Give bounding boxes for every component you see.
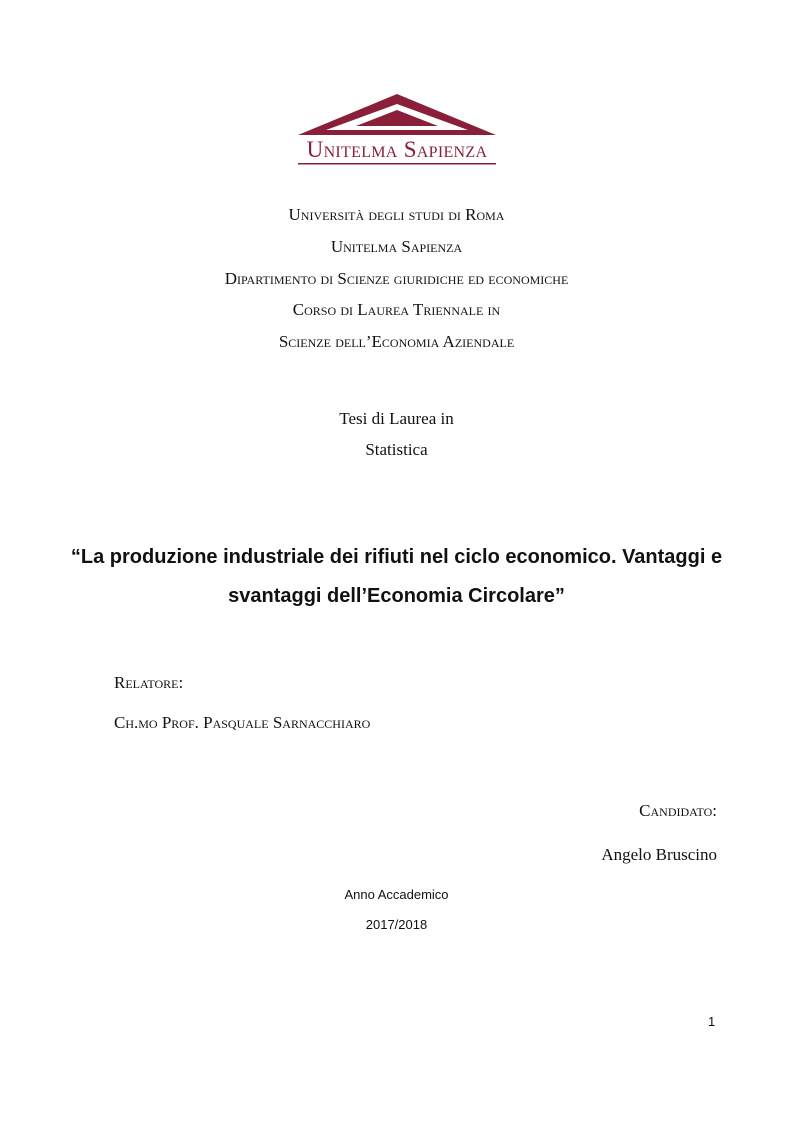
page-number: 1 <box>708 1014 716 1029</box>
institution-name: Unitelma Sapienza <box>330 237 463 256</box>
supervisor-name: Ch.mo Prof. Pasquale Sarnacchiaro <box>114 713 371 732</box>
supervisor-label: Relatore: <box>114 673 184 692</box>
thesis-subject: Statistica <box>365 440 428 459</box>
thesis-title-line-2: svantaggi dell’Economia Circolare” <box>228 585 565 607</box>
logo-underline <box>298 163 496 165</box>
thesis-title-line-1: “La produzione industriale dei rifiuti nel ciclo economico. Vantaggi e <box>70 546 723 568</box>
course-line-1: Corso di Laurea Triennale in <box>292 300 501 319</box>
candidate-label: Candidato: <box>639 801 717 820</box>
academic-year-label: Anno Accademico <box>344 887 449 902</box>
department-name: Dipartimento di Scienze giuridiche ed economiche <box>224 269 569 288</box>
candidate-name: Angelo Bruscino <box>601 845 717 864</box>
course-line-2: Scienze dell’Economia Aziendale <box>278 332 515 351</box>
logo-wordmark: Unitelma Sapienza <box>306 137 488 162</box>
academic-year-value: 2017/2018 <box>365 917 428 932</box>
university-name: Università degli studi di Roma <box>288 205 505 224</box>
thesis-type: Tesi di Laurea in <box>339 409 454 428</box>
